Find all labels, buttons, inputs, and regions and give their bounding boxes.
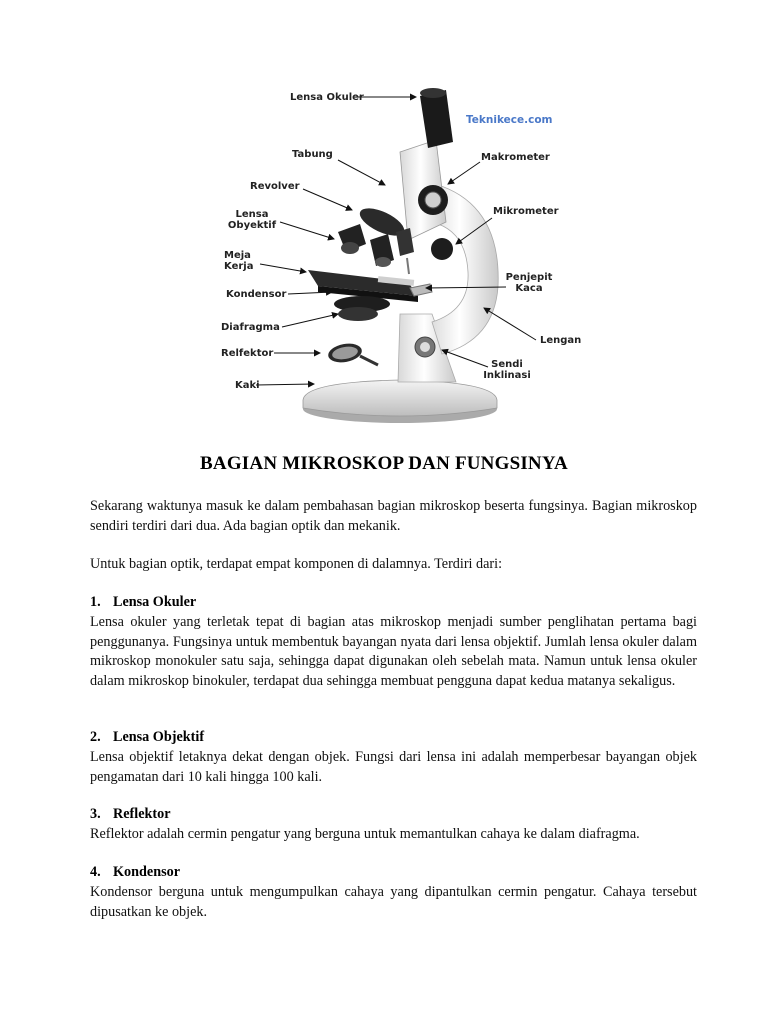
label-kaki: Kaki: [235, 380, 260, 391]
microscope-diagram: [210, 82, 590, 432]
label-meja-kerja: Meja Kerja: [224, 250, 254, 272]
section-body-reflektor: Reflektor adalah cermin pengatur yang berguna untuk memantulkan cahaya ke dalam diafragma.: [90, 826, 640, 842]
document-title: BAGIAN MIKROSKOP DAN FUNGSINYA: [200, 453, 568, 474]
label-lengan: Lengan: [540, 335, 582, 346]
section-title: Reflektor: [113, 806, 171, 822]
section-heading-reflektor: [90, 806, 171, 823]
label-kondensor: Kondensor: [226, 289, 287, 300]
label-diafragma: Diafragma: [221, 322, 280, 333]
label-sendi-inklinasi: Sendi Inklinasi: [483, 359, 531, 381]
label-lensa-okuler: Lensa Okuler: [290, 92, 364, 103]
label-revolver: Revolver: [250, 181, 300, 192]
section-number: 4.: [90, 864, 101, 880]
section-body-kondensor: Kondensor berguna untuk mengumpulkan cahaya yang dipantulkan cermin pengatur. Cahaya tersebut dipusatkan ke objek.: [90, 884, 697, 920]
section-title: Kondensor: [113, 864, 181, 880]
section-body-lensa-objektif: Lensa objektif letaknya dekat dengan objek. Fungsi dari lensa ini adalah memperbesar bayangan objek pengamatan dari 10 kali hingga 100 kali.: [90, 749, 697, 785]
section-title: Lensa Objektif: [113, 729, 205, 745]
section-number: 1.: [90, 594, 101, 610]
section-body-lensa-okuler: Lensa okuler yang terletak tepat di bagian atas mikroskop menjadi sumber penglihatan pertama bagi penggunanya. Fungsinya untuk membentuk bayangan nyata dari lensa objektif. Jumlah lensa okuler dalam mikroskop monokuler satu saja, sehingga dapat digunakan oleh sebelah mata. Namun untuk lensa okuler dalam mikroskop binokuler, terdapat dua sehingga membuat pengguna dapat kedua matanya sekaligus.: [90, 614, 697, 689]
label-penjepit-kaca: Penjepit Kaca: [505, 272, 553, 294]
intro-paragraph: Sekarang waktunya masuk ke dalam pembahasan bagian mikroskop beserta fungsinya. Bagian mikroskop sendiri terdiri dari dua. Ada bagian optik dan mekanik.: [90, 498, 697, 534]
label-tabung: Tabung: [292, 149, 333, 160]
label-mikrometer: Mikrometer: [493, 206, 559, 217]
section-title: Lensa Okuler: [113, 594, 197, 610]
section-heading-lensa-objektif: [90, 729, 204, 746]
watermark-text: Teknikece.com: [466, 114, 553, 126]
optics-intro-paragraph: Untuk bagian optik, terdapat empat komponen di dalamnya. Terdiri dari:: [90, 556, 503, 572]
section-number: 2.: [90, 729, 101, 745]
section-heading-kondensor: [90, 864, 180, 881]
label-makrometer: Makrometer: [481, 152, 550, 163]
label-relfektor: Relfektor: [221, 348, 274, 359]
section-heading-lensa-okuler: [90, 594, 196, 611]
label-lensa-obyektif: Lensa Obyektif: [227, 209, 277, 231]
section-number: 3.: [90, 806, 101, 822]
